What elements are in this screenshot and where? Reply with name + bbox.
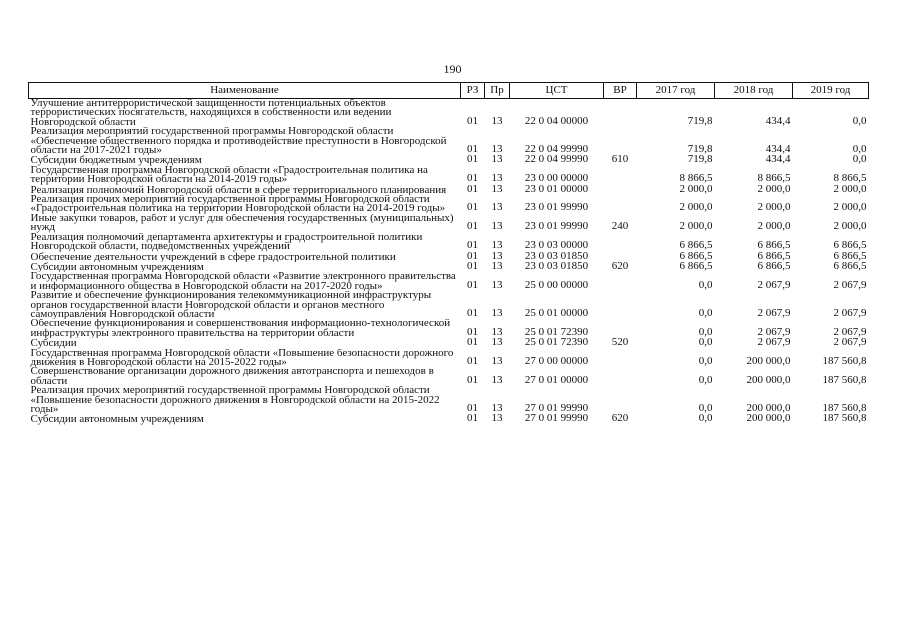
- cell-vr: 610: [611, 155, 629, 166]
- cell-name: Субсидии: [30, 338, 77, 349]
- cell-pr: 13: [491, 201, 503, 214]
- cell-rz: 01: [467, 373, 478, 386]
- cell-cst: 23 0 00 00000: [524, 172, 589, 185]
- cell-2017: 6 866,5: [679, 239, 713, 252]
- table-row: [29, 319, 869, 338]
- header-name: Наименование: [29, 83, 461, 99]
- cell-vr: 520: [611, 338, 629, 349]
- cell-cst: 23 0 03 01850: [524, 251, 589, 262]
- cell-2018: 2 067,9: [757, 278, 791, 291]
- table-row: [29, 386, 869, 414]
- cell-name: Реализация прочих мероприятий государственной программы Новгородской области «Повышение безопасности дорожного движения в Новгородской области на 2015-2022 годы»: [30, 386, 440, 415]
- cell-name: Реализация прочих мероприятий государственной программы Новгородской области «Градостроительная политика на территории Новгородской области на 2014-2019 годы»: [30, 195, 446, 214]
- cell-vr: 620: [611, 414, 629, 425]
- cell-2019: 2 000,0: [833, 201, 867, 214]
- cell-2018: 434,4: [765, 143, 791, 156]
- cell-vr: [604, 272, 637, 291]
- table-row: [29, 291, 869, 319]
- cell-rz: 01: [467, 220, 478, 233]
- header-2018: 2018 год: [715, 83, 793, 99]
- cell-cst: 23 0 03 01850: [524, 261, 589, 272]
- table-row: [29, 127, 869, 155]
- table-row: [29, 367, 869, 386]
- cell-rz: 01: [467, 114, 478, 127]
- cell-2017: 0,0: [698, 306, 713, 319]
- header-rz: РЗ: [461, 83, 485, 99]
- cell-2019: 2 067,9: [833, 278, 867, 291]
- header-cst: ЦСТ: [510, 83, 604, 99]
- header-2017: 2017 год: [637, 83, 715, 99]
- cell-2019: 0,0: [852, 143, 867, 156]
- cell-vr: [604, 349, 637, 368]
- table-header-row: [29, 83, 869, 99]
- cell-name: Субсидии бюджетным учреждениям: [30, 155, 202, 166]
- cell-rz: 01: [467, 143, 478, 156]
- cell-vr: [604, 252, 637, 262]
- cell-2018: 6 866,5: [757, 239, 791, 252]
- cell-name: Субсидии автономным учреждениям: [30, 261, 204, 273]
- cell-rz: 01: [467, 414, 478, 425]
- cell-2017: 719,8: [687, 155, 713, 166]
- cell-pr: 13: [491, 261, 503, 272]
- cell-2017: 6 866,5: [679, 251, 713, 262]
- header-vr: ВР: [604, 83, 637, 99]
- cell-vr: [604, 185, 637, 195]
- cell-cst: 23 0 03 00000: [524, 239, 589, 252]
- cell-pr: 13: [491, 220, 503, 233]
- cell-vr: [604, 99, 637, 128]
- cell-vr: [604, 166, 637, 185]
- cell-2019: 187 560,8: [822, 354, 867, 367]
- cell-2017: 0,0: [698, 338, 713, 349]
- cell-rz: 01: [467, 251, 478, 262]
- cell-2017: 0,0: [698, 402, 713, 414]
- cell-2019: 6 866,5: [833, 251, 867, 262]
- cell-rz: 01: [467, 325, 478, 338]
- cell-cst: 25 0 01 00000: [524, 306, 589, 319]
- cell-name: Государственная программа Новгородской области «Градостроительная политика на территории Новгородской области на 2014-2019 годы»: [30, 165, 428, 185]
- cell-vr: [604, 386, 637, 414]
- table-row: [29, 185, 869, 195]
- cell-2018: 2 067,9: [757, 325, 791, 338]
- table-row: [29, 155, 869, 165]
- cell-pr: 13: [491, 338, 503, 349]
- cell-2019: 2 000,0: [833, 184, 867, 195]
- cell-name: Улучшение антитеррористической защищенности потенциальных объектов террористических посягательств, находящихся в собственности или ведении Новгородской области: [30, 98, 392, 128]
- cell-vr: [604, 319, 637, 338]
- cell-cst: 22 0 04 00000: [524, 114, 589, 127]
- cell-2018: 2 000,0: [757, 201, 791, 214]
- cell-2017: 0,0: [698, 414, 713, 425]
- cell-2019: 187 560,8: [822, 414, 867, 425]
- cell-pr: 13: [491, 354, 503, 367]
- table-row: [29, 252, 869, 262]
- cell-2018: 200 000,0: [746, 402, 791, 414]
- cell-2017: 8 866,5: [679, 172, 713, 185]
- cell-pr: 13: [491, 239, 503, 252]
- cell-2017: 0,0: [698, 325, 713, 338]
- cell-2017: 0,0: [698, 373, 713, 386]
- cell-2018: 6 866,5: [757, 261, 791, 272]
- cell-2019: 187 560,8: [822, 373, 867, 386]
- cell-name: Развитие и обеспечение функционирования телекоммуникационной инфраструктуры органов государственной власти Новгородской области и органов местного самоуправления Новгородской области: [30, 291, 432, 320]
- cell-2018: 434,4: [765, 155, 791, 166]
- cell-2019: 6 866,5: [833, 261, 867, 272]
- cell-cst: 23 0 01 99990: [524, 201, 589, 214]
- cell-rz: 01: [467, 261, 478, 272]
- cell-cst: 27 0 00 00000: [524, 354, 589, 367]
- cell-2019: 2 067,9: [833, 338, 867, 349]
- cell-2018: 2 000,0: [757, 220, 791, 233]
- cell-rz: 01: [467, 402, 478, 414]
- cell-pr: 13: [491, 251, 503, 262]
- cell-2017: 719,8: [687, 143, 713, 156]
- cell-pr: 13: [491, 373, 503, 386]
- header-pr: Пр: [485, 83, 510, 99]
- cell-2019: 2 067,9: [833, 306, 867, 319]
- cell-2018: 200 000,0: [746, 373, 791, 386]
- cell-name: Государственная программа Новгородской области «Повышение безопасности дорожного движения в Новгородской области на 2015-2022 годы»: [30, 348, 454, 368]
- cell-cst: 25 0 00 00000: [524, 278, 589, 291]
- cell-cst: 23 0 01 00000: [524, 184, 589, 195]
- table-row: [29, 214, 869, 233]
- cell-name: Иные закупки товаров, работ и услуг для обеспечения государственных (муниципальных) нужд: [30, 213, 454, 233]
- cell-vr: 240: [611, 220, 629, 233]
- cell-rz: 01: [467, 155, 478, 166]
- cell-name: Реализация полномочий Новгородской области в сфере территориального планирования: [30, 184, 447, 196]
- cell-pr: 13: [491, 143, 503, 156]
- cell-rz: 01: [467, 239, 478, 252]
- cell-cst: 22 0 04 99990: [524, 143, 589, 156]
- table-row: [29, 272, 869, 291]
- cell-2017: 2 000,0: [679, 220, 713, 233]
- cell-name: Реализация полномочий департамента архитектуры и градостроительной политики Новгородской области, подведомственных учреждений: [30, 232, 423, 252]
- cell-rz: 01: [467, 184, 478, 195]
- cell-name: Совершенствование организации дорожного движения автотранспорта и пешеходов в области: [30, 367, 434, 387]
- cell-2018: 2 067,9: [757, 306, 791, 319]
- cell-cst: 23 0 01 99990: [524, 220, 589, 233]
- cell-2017: 2 000,0: [679, 201, 713, 214]
- cell-pr: 13: [491, 325, 503, 338]
- cell-vr: [604, 291, 637, 319]
- cell-2018: 200 000,0: [746, 414, 791, 425]
- cell-cst: 22 0 04 99990: [524, 155, 589, 166]
- cell-2017: 0,0: [698, 278, 713, 291]
- table-row: [29, 262, 869, 272]
- cell-pr: 13: [491, 278, 503, 291]
- cell-cst: 27 0 01 99990: [524, 414, 589, 425]
- cell-2019: 2 000,0: [833, 220, 867, 233]
- cell-2019: 8 866,5: [833, 172, 867, 185]
- cell-vr: [604, 367, 637, 386]
- cell-2019: 6 866,5: [833, 239, 867, 252]
- cell-pr: 13: [491, 306, 503, 319]
- table-row: [29, 233, 869, 252]
- cell-pr: 13: [491, 172, 503, 185]
- cell-cst: 27 0 01 99990: [524, 402, 589, 414]
- cell-cst: 27 0 01 00000: [524, 373, 589, 386]
- cell-vr: [604, 233, 637, 252]
- header-2019: 2019 год: [793, 83, 869, 99]
- cell-2018: 2 067,9: [757, 338, 791, 349]
- cell-rz: 01: [467, 278, 478, 291]
- cell-pr: 13: [491, 155, 503, 166]
- table-row: [29, 414, 869, 424]
- cell-2018: 200 000,0: [746, 354, 791, 367]
- cell-name: Субсидии автономным учреждениям: [30, 414, 204, 425]
- cell-pr: 13: [491, 402, 503, 414]
- cell-rz: 01: [467, 338, 478, 349]
- cell-cst: 25 0 01 72390: [524, 338, 589, 349]
- cell-rz: 01: [467, 172, 478, 185]
- table-row: [29, 195, 869, 214]
- cell-pr: 13: [491, 414, 503, 425]
- cell-rz: 01: [467, 354, 478, 367]
- cell-vr: [604, 127, 637, 155]
- cell-2019: 0,0: [852, 114, 867, 127]
- table-row: [29, 338, 869, 348]
- page-number: 190: [443, 62, 462, 76]
- cell-2017: 0,0: [698, 354, 713, 367]
- cell-rz: 01: [467, 201, 478, 214]
- budget-table: [28, 82, 869, 425]
- table-row: [29, 99, 869, 128]
- cell-2019: 0,0: [852, 155, 867, 166]
- cell-vr: [604, 195, 637, 214]
- table-row: [29, 349, 869, 368]
- cell-2017: 6 866,5: [679, 261, 713, 272]
- cell-2017: 719,8: [687, 114, 713, 127]
- cell-pr: 13: [491, 184, 503, 195]
- cell-cst: 25 0 01 72390: [524, 325, 589, 338]
- cell-name: Реализация мероприятий государственной программы Новгородской области «Обеспечение общественного порядка и противодействие преступности в Новгородской области на 2017-2021 годы»: [30, 127, 447, 156]
- cell-pr: 13: [491, 114, 503, 127]
- cell-name: Государственная программа Новгородской области «Развитие электронного правительства и информационного общества в Новгородской области на 2017-2020 годы»: [30, 272, 456, 292]
- table-row: [29, 166, 869, 185]
- cell-name: Обеспечение функционирования и совершенствования информационно-технологической инфраструктуры электронного правительства на территории области: [30, 319, 451, 339]
- cell-rz: 01: [467, 306, 478, 319]
- cell-2018: 434,4: [765, 114, 791, 127]
- cell-vr: 620: [611, 261, 629, 272]
- cell-2018: 8 866,5: [757, 172, 791, 185]
- cell-2018: 6 866,5: [757, 251, 791, 262]
- cell-2019: 2 067,9: [833, 325, 867, 338]
- cell-2018: 2 000,0: [757, 184, 791, 195]
- cell-2019: 187 560,8: [822, 402, 867, 414]
- cell-name: Обеспечение деятельности учреждений в сфере градостроительной политики: [30, 251, 396, 262]
- cell-2017: 2 000,0: [679, 184, 713, 195]
